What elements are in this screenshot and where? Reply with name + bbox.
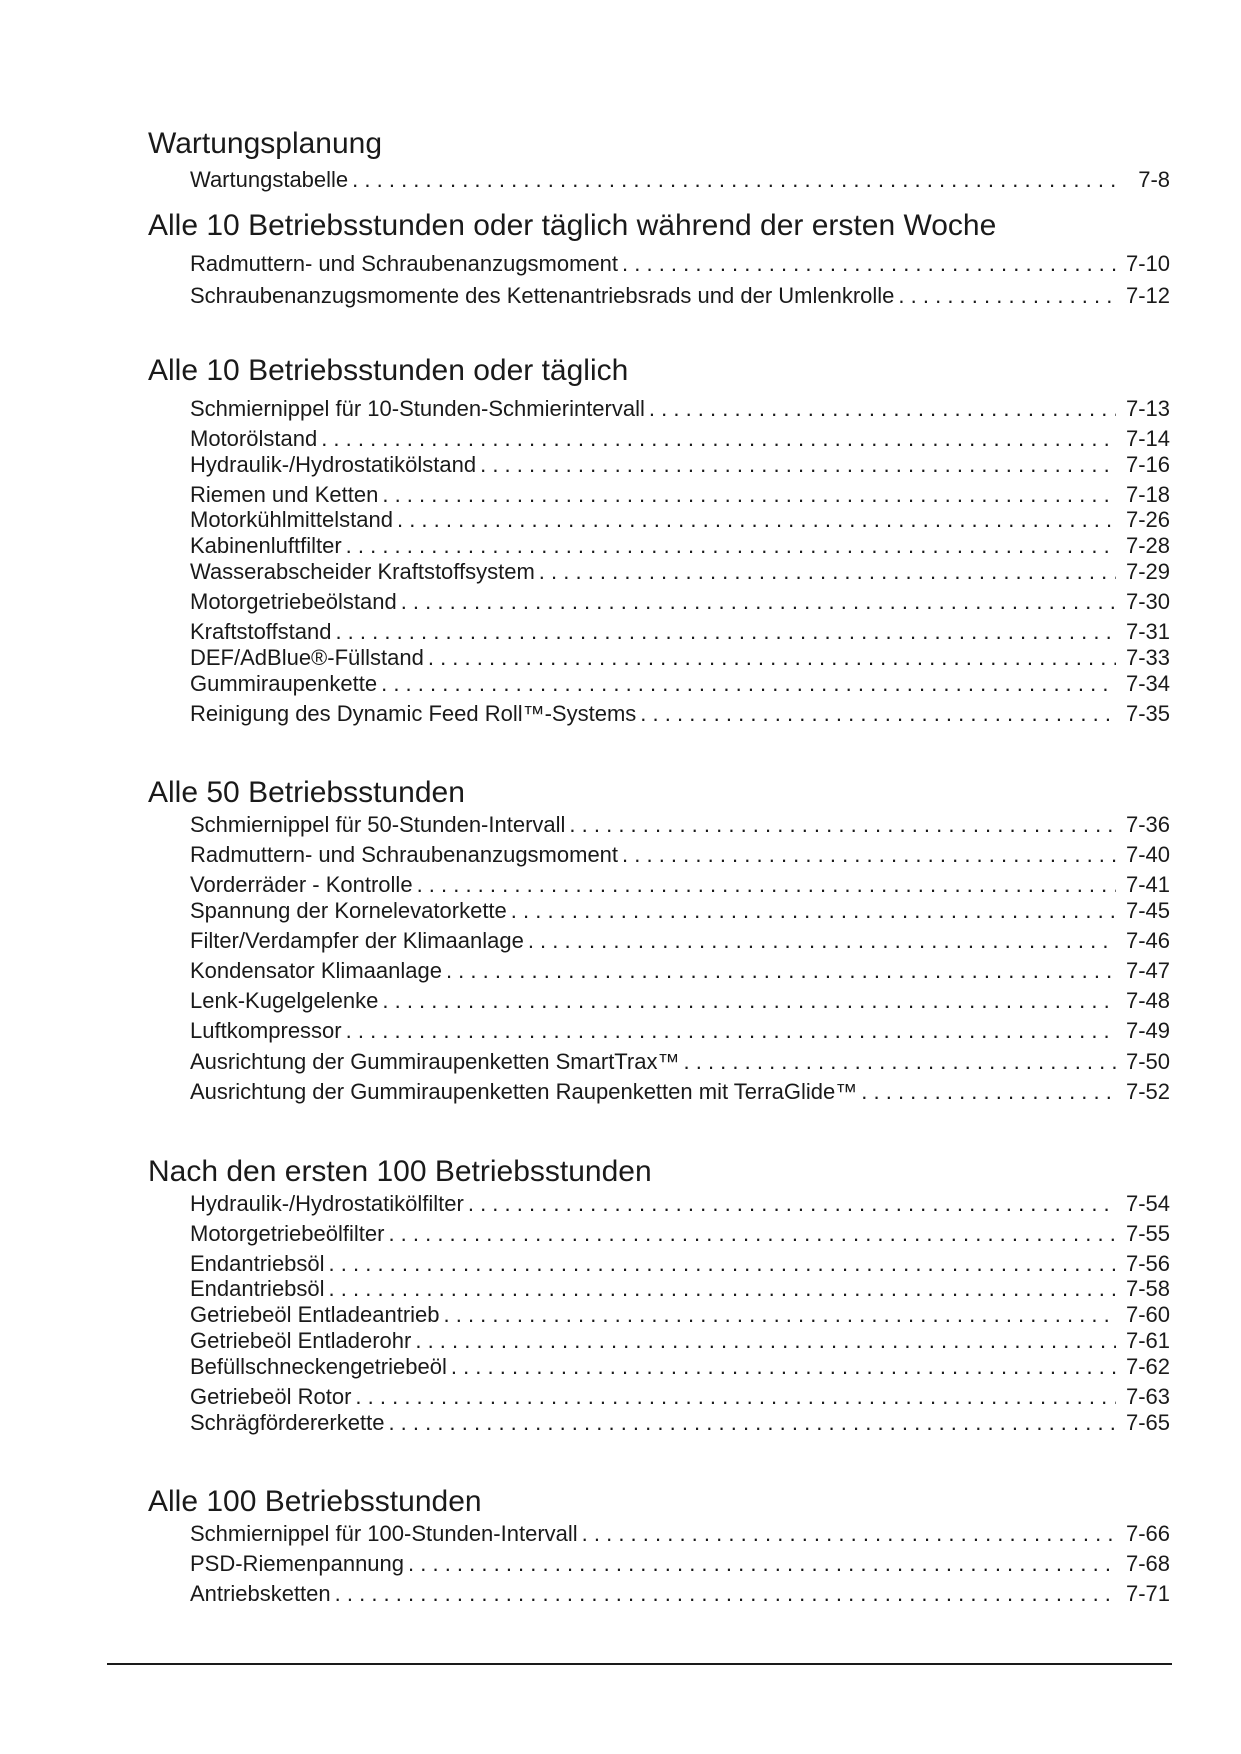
toc-entry-page: 7-48 — [1125, 988, 1170, 1013]
toc-entry-label: Hydraulik-/Hydrostatikölfilter — [190, 1191, 464, 1216]
toc-entry[interactable] — [190, 1191, 1170, 1217]
dot-leader — [335, 1581, 1116, 1607]
dot-leader — [321, 426, 1116, 452]
dot-leader — [582, 1521, 1116, 1547]
toc-entry-page: 7-50 — [1125, 1049, 1170, 1074]
dot-leader — [480, 452, 1116, 478]
toc-entry-label: Vorderräder - Kontrolle — [190, 872, 413, 897]
dot-leader — [622, 842, 1116, 868]
dot-leader — [415, 1328, 1116, 1354]
toc-entry-page: 7-31 — [1125, 619, 1170, 644]
dot-leader — [408, 1551, 1116, 1577]
toc-entry-page: 7-46 — [1125, 928, 1170, 953]
dot-leader — [417, 872, 1116, 898]
toc-entry[interactable] — [190, 507, 1170, 533]
toc-entry-label: PSD-Riemenpannung — [190, 1551, 405, 1576]
toc-entry-label: Ausrichtung der Gummiraupenketten SmartTrax™ — [190, 1049, 680, 1074]
dot-leader — [528, 928, 1116, 954]
toc-entry-label: Befüllschneckengetriebeöl — [190, 1354, 447, 1379]
toc-entry-label: Schmiernippel für 100-Stunden-Intervall — [190, 1521, 578, 1546]
toc-entry-label: Filter/Verdampfer der Klimaanlage — [190, 928, 524, 953]
toc-entry[interactable] — [190, 1251, 1170, 1277]
toc-entry[interactable] — [190, 701, 1170, 727]
dot-leader — [428, 645, 1116, 671]
dot-leader — [684, 1049, 1117, 1075]
toc-entry-label: Radmuttern- und Schraubenanzugsmoment — [190, 251, 619, 276]
dot-leader — [861, 1079, 1116, 1105]
dot-leader — [329, 1251, 1116, 1277]
section-heading: Alle 100 Betriebsstunden — [148, 1485, 482, 1518]
toc-entry[interactable] — [190, 1551, 1170, 1577]
section-heading: Alle 10 Betriebsstunden oder täglich — [148, 354, 629, 387]
toc-entry-page: 7-26 — [1125, 507, 1170, 532]
toc-entry-page: 7-16 — [1125, 452, 1170, 477]
toc-entry[interactable] — [190, 1384, 1170, 1410]
toc-entry-page: 7-63 — [1125, 1384, 1170, 1409]
toc-entry[interactable] — [190, 619, 1170, 645]
dot-leader — [346, 1018, 1116, 1044]
toc-entry-page: 7-54 — [1125, 1191, 1170, 1216]
toc-entry-page: 7-18 — [1125, 482, 1170, 507]
toc-entry[interactable] — [190, 1221, 1170, 1247]
toc-entry[interactable] — [190, 251, 1170, 277]
dot-leader — [622, 251, 1116, 277]
toc-entry-label: Schmiernippel für 50-Stunden-Intervall — [190, 812, 566, 837]
toc-entry[interactable] — [190, 1328, 1170, 1354]
toc-entry-label: Schraubenanzugsmomente des Kettenantriebsrads und der Umlenkrolle — [190, 283, 895, 308]
toc-entry-page: 7-61 — [1125, 1328, 1170, 1353]
toc-entry-label: Gummiraupenkette — [190, 671, 378, 696]
toc-entry-page: 7-49 — [1125, 1018, 1170, 1043]
toc-entry-label: Getriebeöl Rotor — [190, 1384, 352, 1409]
toc-entry-label: Getriebeöl Entladerohr — [190, 1328, 412, 1353]
toc-entry[interactable] — [190, 1302, 1170, 1328]
toc-entry-label: Endantriebsöl — [190, 1251, 325, 1276]
toc-entry-label: Wasserabscheider Kraftstoffsystem — [190, 559, 535, 584]
toc-entry[interactable] — [190, 842, 1170, 868]
toc-entry-label: Motorgetriebeölstand — [190, 589, 397, 614]
toc-entry-page: 7-29 — [1125, 559, 1170, 584]
toc-entry[interactable] — [190, 283, 1170, 309]
toc-entry[interactable] — [190, 426, 1170, 452]
toc-entry-page: 7-14 — [1125, 426, 1170, 451]
dot-leader — [382, 482, 1116, 508]
dot-leader — [346, 533, 1116, 559]
toc-entry-label: Hydraulik-/Hydrostatikölstand — [190, 452, 477, 477]
toc-entry[interactable] — [190, 482, 1170, 508]
dot-leader — [388, 1410, 1116, 1436]
toc-entry-page: 7-62 — [1125, 1354, 1170, 1379]
toc-entry-page: 7-12 — [1125, 283, 1170, 308]
toc-entry[interactable] — [190, 671, 1170, 697]
toc-entry[interactable] — [190, 1354, 1170, 1380]
dot-leader — [451, 1354, 1116, 1380]
toc-entry-label: Ausrichtung der Gummiraupenketten Raupenketten mit TerraGlide™ — [190, 1079, 858, 1104]
dot-leader — [649, 396, 1116, 422]
dot-leader — [468, 1191, 1116, 1217]
toc-entry-label: Spannung der Kornelevatorkette — [190, 898, 507, 923]
toc-entry[interactable] — [190, 1049, 1170, 1075]
toc-entry-label: Endantriebsöl — [190, 1276, 325, 1301]
section-heading: Alle 50 Betriebsstunden — [148, 776, 465, 809]
dot-leader — [640, 701, 1116, 727]
toc-entry-page: 7-34 — [1125, 671, 1170, 696]
section-heading: Nach den ersten 100 Betriebsstunden — [148, 1155, 652, 1188]
toc-entry-page: 7-68 — [1125, 1551, 1170, 1576]
toc-entry-page: 7-55 — [1125, 1221, 1170, 1246]
toc-entry-label: Luftkompressor — [190, 1018, 342, 1043]
toc-entry-page: 7-47 — [1125, 958, 1170, 983]
toc-entry[interactable] — [190, 1410, 1170, 1436]
dot-leader — [335, 619, 1116, 645]
dot-leader — [446, 958, 1116, 984]
toc-entry-label: Antriebsketten — [190, 1581, 331, 1606]
toc-entry-page: 7-36 — [1125, 812, 1170, 837]
dot-leader — [444, 1302, 1117, 1328]
toc-entry-label: DEF/AdBlue®-Füllstand — [190, 645, 424, 670]
toc-entry[interactable] — [190, 928, 1170, 954]
toc-entry-page: 7-65 — [1125, 1410, 1170, 1435]
toc-entry-label: Schrägfördererkette — [190, 1410, 385, 1435]
toc-entry[interactable] — [190, 898, 1170, 924]
toc-entry-page: 7-58 — [1125, 1276, 1170, 1301]
toc-entry[interactable] — [190, 452, 1170, 478]
dot-leader — [352, 167, 1116, 193]
toc-entry-label: Motorgetriebeölfilter — [190, 1221, 385, 1246]
toc-entry-page: 7-45 — [1125, 898, 1170, 923]
toc-entry-page: 7-35 — [1125, 701, 1170, 726]
dot-leader — [898, 283, 1116, 309]
dot-leader — [381, 671, 1116, 697]
toc-entry-label: Reinigung des Dynamic Feed Roll™-Systems — [190, 701, 637, 726]
toc-entry-page: 7-28 — [1125, 533, 1170, 558]
toc-entry-page: 7-56 — [1125, 1251, 1170, 1276]
toc-entry-page: 7-30 — [1125, 589, 1170, 614]
toc-entry-label: Kraftstoffstand — [190, 619, 332, 644]
dot-leader — [569, 812, 1116, 838]
toc-entry[interactable] — [190, 167, 1170, 193]
toc-entry[interactable] — [190, 1581, 1170, 1607]
toc-entry[interactable] — [190, 812, 1170, 838]
toc-entry-label: Motorölstand — [190, 426, 318, 451]
toc-entry-label: Lenk-Kugelgelenke — [190, 988, 379, 1013]
toc-entry[interactable] — [190, 559, 1170, 585]
toc-entry-label: Radmuttern- und Schraubenanzugsmoment — [190, 842, 619, 867]
toc-entry[interactable] — [190, 645, 1170, 671]
toc-entry-page: 7-13 — [1125, 396, 1170, 421]
dot-leader — [329, 1276, 1116, 1302]
toc-entry-label: Wartungstabelle — [190, 167, 349, 192]
toc-entry-page: 7-10 — [1125, 251, 1170, 276]
toc-entry[interactable] — [190, 872, 1170, 898]
toc-entry[interactable] — [190, 1018, 1170, 1044]
toc-entry[interactable] — [190, 958, 1170, 984]
toc-entry[interactable] — [190, 533, 1170, 559]
dot-leader — [388, 1221, 1116, 1247]
dot-leader — [401, 589, 1116, 615]
toc-entry[interactable] — [190, 1521, 1170, 1547]
toc-entry-label: Riemen und Ketten — [190, 482, 379, 507]
toc-entry[interactable] — [190, 589, 1170, 615]
dot-leader — [511, 898, 1116, 924]
footer-rule — [107, 1663, 1172, 1665]
dot-leader — [539, 559, 1116, 585]
toc-entry[interactable] — [190, 988, 1170, 1014]
dot-leader — [355, 1384, 1116, 1410]
toc-entry-page: 7-60 — [1125, 1302, 1170, 1327]
dot-leader — [397, 507, 1116, 533]
toc-entry-page: 7-41 — [1125, 872, 1170, 897]
toc-entry-label: Getriebeöl Entladeantrieb — [190, 1302, 440, 1327]
section-heading: Wartungsplanung — [148, 127, 383, 160]
toc-entry-page: 7-52 — [1125, 1079, 1170, 1104]
toc-entry-page: 7-8 — [1138, 167, 1170, 192]
toc-entry[interactable] — [190, 1079, 1170, 1105]
toc-entry[interactable] — [190, 1276, 1170, 1302]
toc-entry-label: Kondensator Klimaanlage — [190, 958, 442, 983]
toc-entry-label: Motorkühlmittelstand — [190, 507, 393, 532]
section-heading: Alle 10 Betriebsstunden oder täglich während der ersten Woche — [148, 209, 997, 242]
toc-entry[interactable] — [190, 396, 1170, 422]
toc-entry-label: Kabinenluftfilter — [190, 533, 342, 558]
toc-entry-label: Schmiernippel für 10-Stunden-Schmierintervall — [190, 396, 645, 421]
toc-entry-page: 7-71 — [1125, 1581, 1170, 1606]
toc-entry-page: 7-33 — [1125, 645, 1170, 670]
dot-leader — [382, 988, 1116, 1014]
toc-entry-page: 7-40 — [1125, 842, 1170, 867]
toc-entry-page: 7-66 — [1125, 1521, 1170, 1546]
